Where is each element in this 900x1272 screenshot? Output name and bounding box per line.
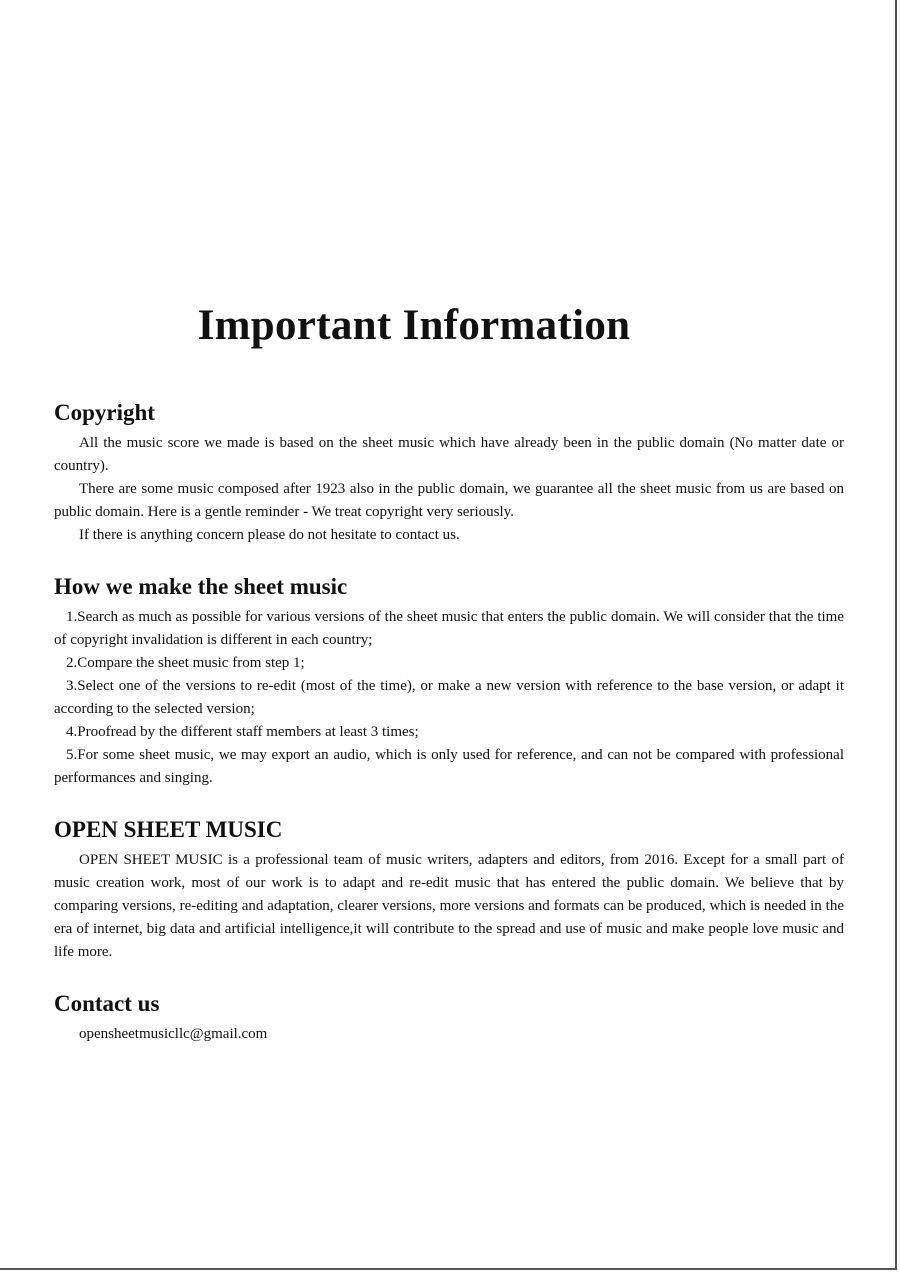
- contact-section: [54, 989, 844, 1046]
- how-section: [54, 572, 844, 790]
- how-step: 1.Search as much as possible for various versions of the sheet music that enters the public domain. We will consider that the time of copyright invalidation is different in each country;: [54, 609, 844, 648]
- open-sheet-music-section: [54, 815, 844, 964]
- copyright-section: [54, 398, 844, 547]
- copyright-heading: Copyright: [54, 400, 155, 425]
- document-content: [54, 398, 844, 1046]
- how-heading: How we make the sheet music: [54, 574, 348, 599]
- page-title: Important Information: [197, 302, 631, 349]
- how-step: 3.Select one of the versions to re-edit (most of the time), or make a new version with reference to the base version, or adapt it according to the selected version;: [54, 678, 844, 717]
- contact-heading: Contact us: [54, 991, 160, 1016]
- copyright-paragraph: All the music score we made is based on the sheet music which have already been in the public domain (No matter date or country).: [54, 435, 844, 474]
- how-step: 2.Compare the sheet music from step 1;: [66, 655, 305, 671]
- open-sheet-music-paragraph: OPEN SHEET MUSIC is a professional team of music writers, adapters and editors, from 2016. Except for a small part of music creation work, most of our work is to adapt and re-edit music that has entered the public domain. We believe that by comparing versions, re-editing and adaptation, clearer versions, more versions and formats can be produced, which is needed in the era of internet, big data and artificial intelligence,it will contribute to the spread and use of music and make people love music and life more.: [54, 852, 844, 960]
- copyright-paragraph: There are some music composed after 1923 also in the public domain, we guarantee all the sheet music from us are based on public domain. Here is a gentle reminder - We treat copyright very seriously.: [54, 481, 844, 520]
- copyright-paragraph: If there is anything concern please do not hesitate to contact us.: [79, 527, 460, 543]
- contact-email: opensheetmusicllc@gmail.com: [79, 1026, 268, 1042]
- how-step: 5.For some sheet music, we may export an audio, which is only used for reference, and can not be compared with professional performances and singing.: [54, 747, 844, 786]
- how-step: 4.Proofread by the different staff members at least 3 times;: [66, 724, 419, 740]
- open-sheet-music-heading: OPEN SHEET MUSIC: [54, 817, 283, 842]
